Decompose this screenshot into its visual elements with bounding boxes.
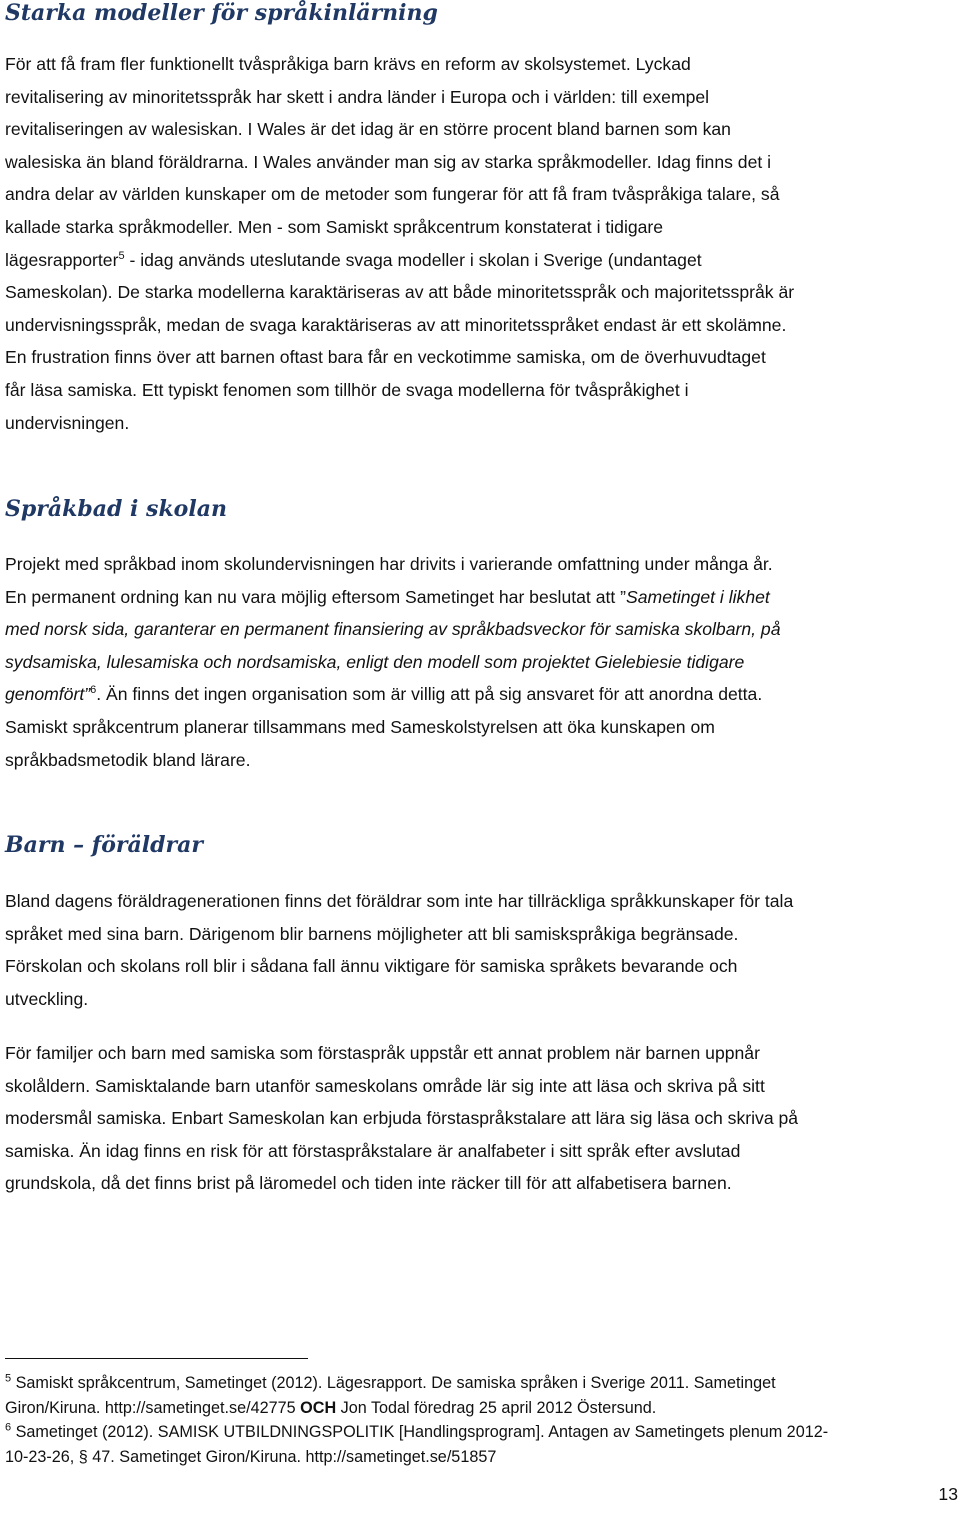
footnote-separator bbox=[5, 1358, 308, 1359]
text-line: Bland dagens föräldragenerationen finns det föräldrar som inte har tillräckliga språkkunskaper för tala bbox=[5, 891, 794, 911]
text-segment: En permanent ordning kan nu vara möjlig eftersom Sametinget har beslutat att ” bbox=[5, 586, 627, 607]
italic-quote: sydsamiska, lulesamiska och nordsamiska, enligt den modell som projektet Gielebiesie tidigare bbox=[5, 651, 745, 672]
text-line: kallade starka språkmodeller. Men - som Samiskt språkcentrum konstaterat i tidigare bbox=[5, 216, 664, 237]
text-line bbox=[5, 646, 955, 679]
text-line: samiska. Än idag finns en risk för att förstaspråkstalare är analfabeter i sitt språk efter avslutad bbox=[5, 1140, 741, 1161]
page-number: 13 bbox=[938, 1484, 958, 1504]
footnote-5 bbox=[5, 1371, 960, 1420]
paragraph-sprakbad bbox=[5, 548, 955, 776]
text-line: För familjer och barn med samiska som förstaspråk uppstår ett annat problem när barnen uppnår bbox=[5, 1043, 760, 1063]
text-line: grundskola, då det finns brist på läromedel och tiden inte räcker till för att alfabetisera barnen. bbox=[5, 1173, 732, 1194]
text-segment: . Än finns det ingen organisation som är villig att på sig ansvaret för att anordna detta. bbox=[96, 684, 763, 705]
text-line: För att få fram fler funktionellt tvåspråkiga barn krävs en reform av skolsystemet. Lyckad bbox=[5, 54, 691, 74]
heading-barn-foraldrar: Barn – föräldrar bbox=[5, 832, 203, 858]
text-line bbox=[5, 244, 955, 277]
footnote-number: 6 bbox=[5, 1421, 12, 1434]
text-line: språkbadsmetodik bland lärare. bbox=[5, 749, 251, 770]
text-line: Sameskolan). De starka modellerna karaktäriseras av att både minoritetsspråk och majoritetsspråk är bbox=[5, 282, 795, 303]
paragraph-starka-modeller bbox=[5, 48, 955, 439]
text-segment: Samiskt språkcentrum, Sametinget (2012). Lägesrapport. De samiska språken i Sverige 2011. Sametinget bbox=[11, 1374, 776, 1392]
text-line: skolåldern. Samisktalande barn utanför sameskolans område lär sig inte att läsa och skriva på sitt bbox=[5, 1075, 765, 1096]
text-segment: lägesrapporter bbox=[5, 249, 119, 270]
text-line bbox=[5, 1396, 960, 1421]
paragraph-barn-2 bbox=[5, 1037, 955, 1200]
text-line bbox=[5, 581, 955, 614]
text-segment: - idag används uteslutande svaga modeller i skolan i Sverige (undantaget bbox=[124, 249, 702, 270]
text-line bbox=[5, 1420, 960, 1445]
heading-sprakbad: Språkbad i skolan bbox=[5, 496, 227, 522]
text-line: revitalisering av minoritetsspråk har skett i andra länder i Europa och i världen: till exempel bbox=[5, 86, 710, 107]
footnote-number: 5 bbox=[5, 1372, 12, 1385]
text-line: revitaliseringen av walesiskan. I Wales är det idag är en större procent bland barnen som kan bbox=[5, 119, 731, 140]
text-line: får läsa samiska. Ett typiskt fenomen som tillhör de svaga modellerna för tvåspråkighet i bbox=[5, 379, 689, 400]
text-line bbox=[5, 613, 955, 646]
text-segment: Giron/Kiruna. http://sametinget.se/42775 bbox=[5, 1398, 301, 1417]
text-line bbox=[5, 678, 955, 711]
text-line: modersmål samiska. Enbart Sameskolan kan erbjuda förstaspråkstalare att lära sig läsa och skriva på bbox=[5, 1108, 799, 1129]
text-line: undervisningsspråk, medan de svaga karaktäriseras av att minoritetsspråket endast är ett skolämne. bbox=[5, 314, 787, 335]
text-line: undervisningen. bbox=[5, 412, 130, 433]
text-line: Projekt med språkbad inom skolundervisningen har drivits i varierande omfattning under många år. bbox=[5, 554, 773, 574]
bold-text: OCH bbox=[300, 1398, 337, 1417]
text-line: Förskolan och skolans roll blir i sådana fall ännu viktigare för samiska språkets bevarande och bbox=[5, 956, 738, 977]
text-line: språket med sina barn. Därigenom blir barnens möjligheter att bli samiskspråkiga begränsade. bbox=[5, 923, 739, 944]
text-line: Samiskt språkcentrum planerar tillsammans med Sameskolstyrelsen att öka kunskapen om bbox=[5, 716, 715, 737]
text-segment: Jon Todal föredrag 25 april 2012 Östersund. bbox=[336, 1398, 657, 1417]
text-line bbox=[5, 1371, 960, 1396]
italic-quote: genomfört” bbox=[5, 684, 91, 705]
footnote-ref-5[interactable]: 5 bbox=[118, 249, 125, 262]
text-line: andra delar av världen kunskaper om de metoder som fungerar för att få fram tvåspråkiga talare, så bbox=[5, 184, 780, 205]
italic-quote: med norsk sida, garanterar en permanent finansiering av språkbadsveckor för samiska skolbarn, på bbox=[5, 619, 781, 640]
footnote-6 bbox=[5, 1420, 960, 1469]
paragraph-barn-1 bbox=[5, 885, 955, 1015]
text-line: En frustration finns över att barnen oftast bara får en veckotimme samiska, om de överhuvudtaget bbox=[5, 347, 766, 368]
italic-quote: Sametinget i likhet bbox=[626, 586, 770, 607]
text-line: utveckling. bbox=[5, 988, 89, 1009]
footnote-ref-6[interactable]: 6 bbox=[90, 684, 97, 697]
text-segment: Sametinget (2012). SAMISK UTBILDNINGSPOLITIK [Handlingsprogram]. Antagen av Sametingets plenum 2012- bbox=[11, 1423, 829, 1441]
text-line: walesiska än bland föräldrarna. I Wales använder man sig av starka språkmodeller. Idag finns det i bbox=[5, 151, 772, 172]
text-line: 10-23-26, § 47. Sametinget Giron/Kiruna. http://sametinget.se/51857 bbox=[5, 1447, 497, 1466]
heading-starka-modeller: Starka modeller för språkinlärning bbox=[5, 0, 438, 26]
